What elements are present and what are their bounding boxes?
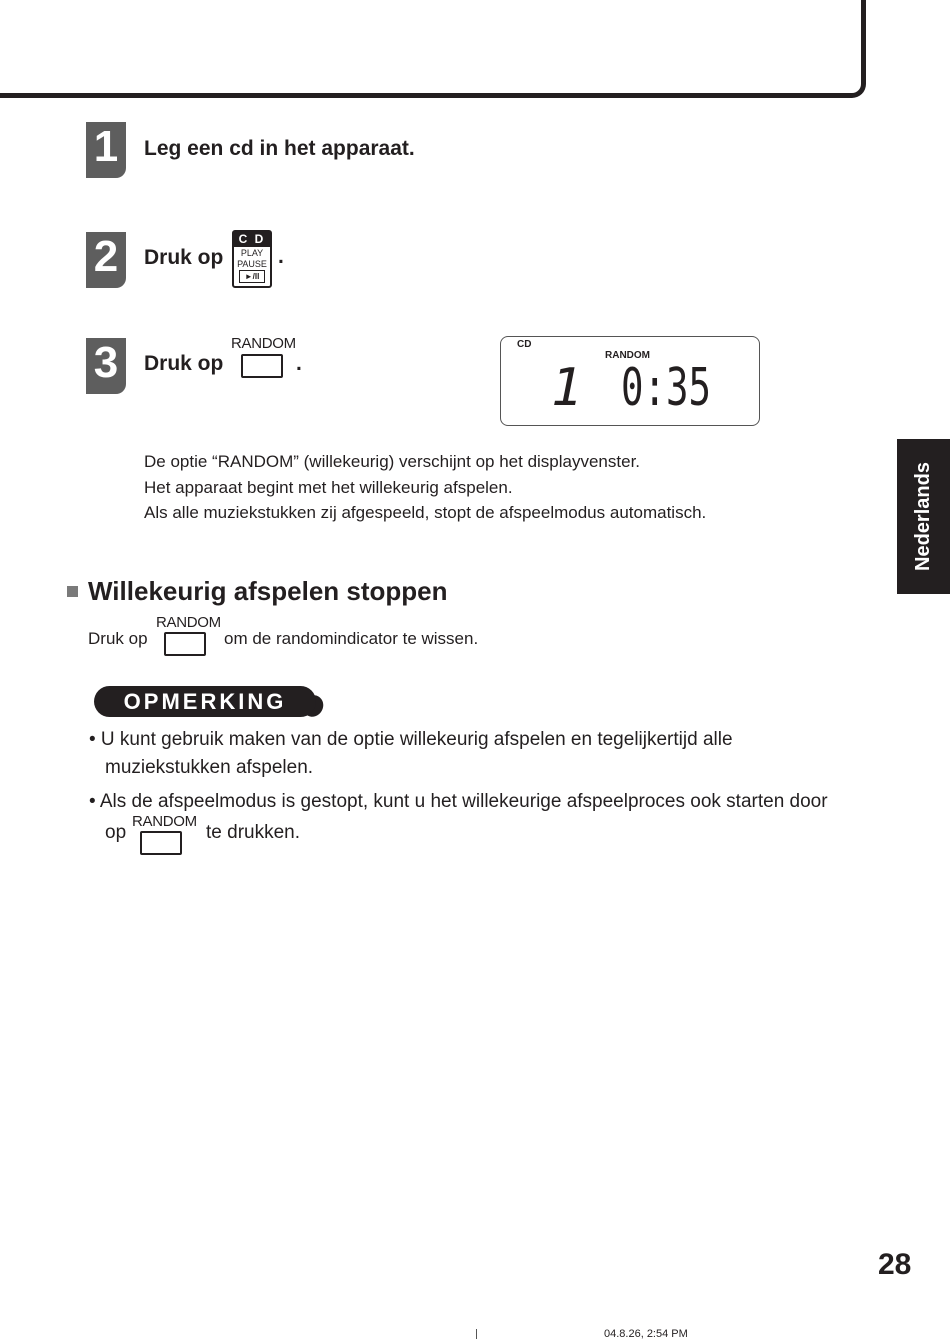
note-bullet-1-line-2: muziekstukken afspelen. <box>105 757 314 778</box>
note-random-label: RANDOM <box>132 813 197 830</box>
play-pause-icon: ►/II <box>239 270 265 283</box>
step-3-period: . <box>296 352 302 375</box>
pause-label: PAUSE <box>237 259 267 269</box>
step-number-1: 1 <box>86 122 126 178</box>
lcd-track-number: 1 <box>551 358 583 418</box>
footer-timestamp: 04.8.26, 2:54 PM <box>604 1328 688 1340</box>
step-number-2: 2 <box>86 232 126 288</box>
note-bullet-2-line-1: • Als de afspeelmodus is gestopt, kunt u het willekeurige afspeelproces ook starten door <box>89 791 828 812</box>
step-2-period: . <box>278 245 284 268</box>
step-3-description <box>144 449 706 526</box>
page-number: 28 <box>878 1248 912 1281</box>
note-bullet-2-before: op <box>105 822 127 843</box>
section-title: Willekeurig afspelen stoppen <box>88 576 448 606</box>
step-3-text: Druk op <box>144 352 224 375</box>
note-random-button-icon <box>140 831 182 855</box>
description-line-3: Als alle muziekstukken zij afgespeeld, stopt de afspeelmodus automatisch. <box>144 503 707 522</box>
play-label: PLAY <box>240 248 264 258</box>
section-text-before: Druk op <box>88 629 148 648</box>
random-button-label: RANDOM <box>231 335 296 352</box>
description-line-2: Het apparaat begint met het willekeurig afspelen. <box>144 477 513 497</box>
language-tab <box>897 439 950 594</box>
lcd-display <box>500 336 760 426</box>
footer-tick <box>476 1329 477 1339</box>
note-bullet-1-line-1: • U kunt gebruik maken van de optie willekeurig afspelen en tegelijkertijd alle <box>89 729 733 750</box>
section-square-icon <box>67 586 78 597</box>
cd-play-pause-button-icon <box>232 230 272 288</box>
random-button-icon <box>241 354 283 378</box>
lcd-random-indicator: RANDOM <box>605 350 650 361</box>
step-2-text: Druk op <box>144 246 224 269</box>
lcd-cd-indicator: CD <box>517 339 532 350</box>
note-badge: OPMERKING <box>94 686 316 717</box>
top-frame <box>0 0 866 98</box>
lcd-time: 0:35 <box>621 358 711 418</box>
cd-label: C D <box>234 232 270 247</box>
description-line-1: De optie “RANDOM” (willekeurig) verschijnt op het displayvenster. <box>144 452 641 471</box>
step-1-text: Leg een cd in het apparaat. <box>144 137 415 160</box>
step-number-3: 3 <box>86 338 126 394</box>
section-text-after: om de randomindicator te wissen. <box>224 629 479 648</box>
lcd-digits <box>501 337 761 427</box>
language-tab-label: Nederlands <box>912 462 934 571</box>
section-random-label: RANDOM <box>156 614 221 631</box>
note-bullet-2-after: te drukken. <box>206 822 300 843</box>
section-random-button-icon <box>164 632 206 656</box>
